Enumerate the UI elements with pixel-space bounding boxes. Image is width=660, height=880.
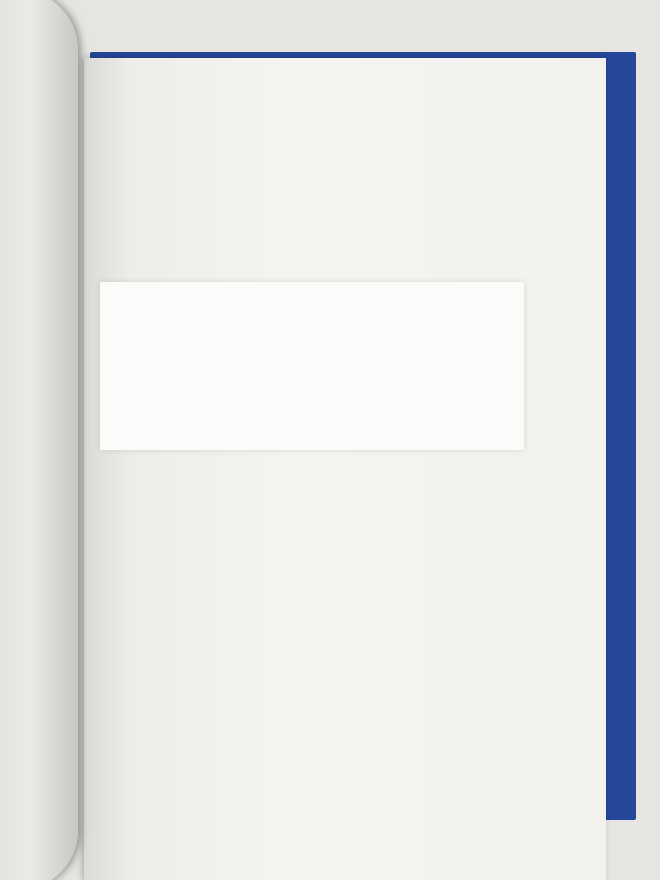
note-a-line: [148, 304, 518, 323]
note-item-a: [148, 304, 518, 361]
book-page: [84, 58, 606, 880]
overlay-note: [100, 282, 524, 450]
note-b-line: [148, 387, 518, 406]
note-item-b: [148, 368, 518, 444]
note-a-line: [148, 323, 518, 342]
note-b-line: [148, 368, 518, 387]
note-b-line: [148, 406, 518, 425]
note-b-line: [148, 425, 518, 444]
left-page-edge: [0, 0, 78, 880]
note-a-line: [148, 342, 518, 361]
